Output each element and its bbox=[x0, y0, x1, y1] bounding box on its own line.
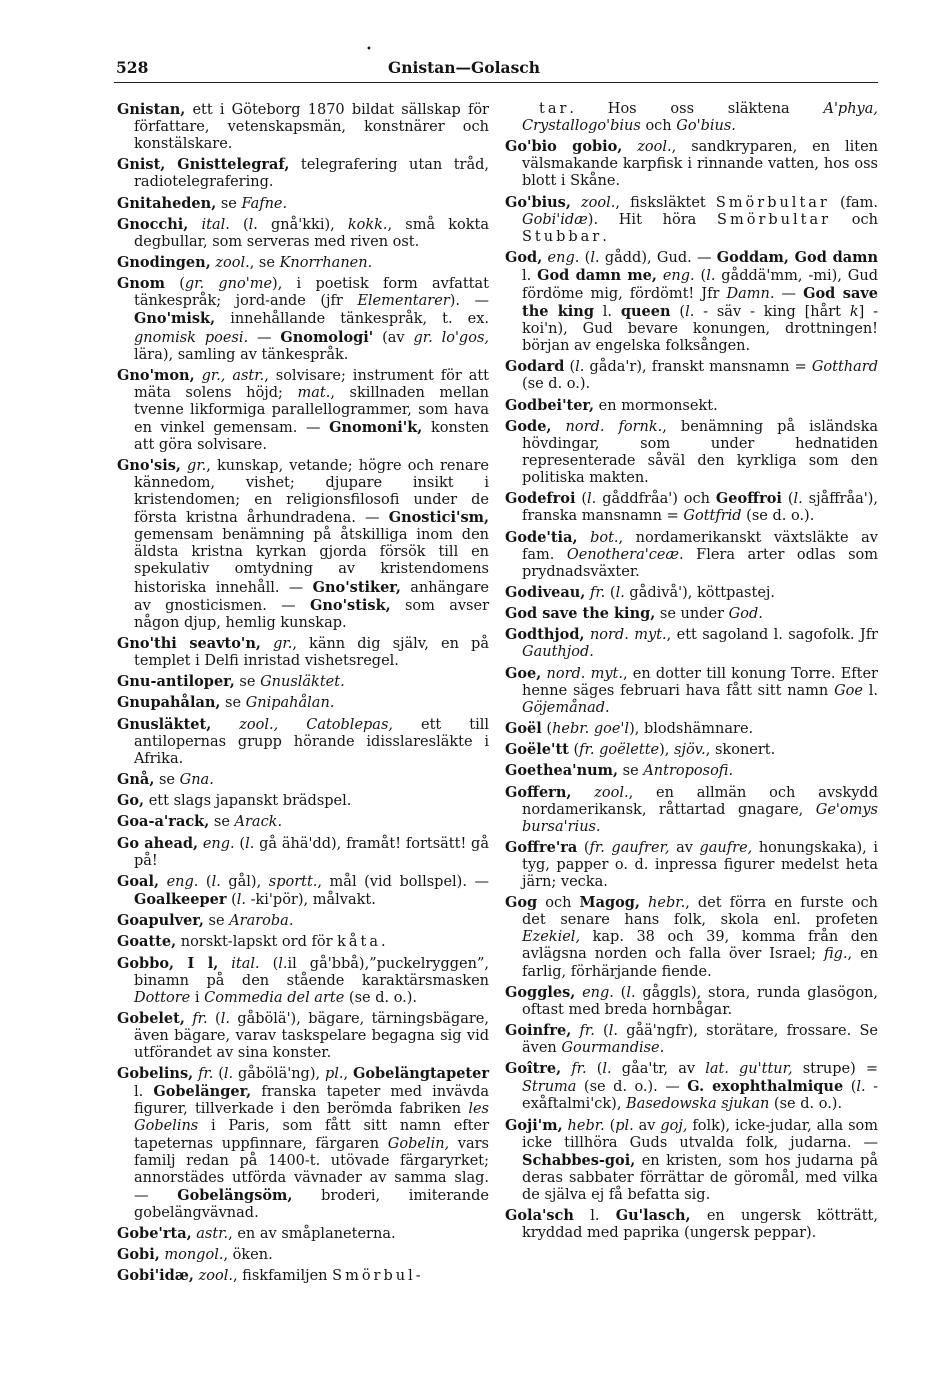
dictionary-entry: tar. Hos oss släktena A'phya, Crystallogo'bius och Go'bius. bbox=[522, 101, 878, 135]
header-dot: • bbox=[366, 44, 372, 55]
dictionary-entry: Gobelet, fr. (l. gåbölä'), bägare, tärningsbägare, även bägare, varav taskspelare begagna sig vid utförandet av sina konster. bbox=[117, 1010, 489, 1062]
dictionary-entry: Goggles, eng. (l. gåggls), stora, runda glasögon, oftast med breda hornbågar. bbox=[505, 983, 878, 1018]
dictionary-entry: Goethea'num, se Antroposofi. bbox=[505, 762, 734, 780]
header-rule bbox=[114, 82, 878, 83]
dictionary-entry: Gola'sch l. Gu'lasch, en ungersk kötträtt, kryddad med paprika (ungersk peppar). bbox=[505, 1207, 878, 1242]
dictionary-entry: Godiveau, fr. (l. gådivå'), köttpastej. bbox=[505, 583, 776, 601]
dictionary-entry: Goe, nord. myt., en dotter till konung Torre. Efter henne säges februari hava fått sitt namn Goe l. Göjemånad. bbox=[505, 664, 878, 716]
dictionary-entry: Goffre'ra (fr. gaufrer, av gaufre, honungskaka), i tyg, papper o. d. inpressa figurer medelst heta järn; vecka. bbox=[505, 839, 878, 891]
dictionary-entry: Goinfre, fr. (l. gåä'ngfr), storätare, frossare. Se även Gourmandise. bbox=[505, 1022, 878, 1057]
dictionary-entry: Goître, fr. (l. gåa'tr, av lat. gu'ttur, strupe) = Struma (se d. o.). — G. exophthalmique (l. - exåftalmi'ck), Basedowska sjukan (se d. o.). bbox=[505, 1060, 879, 1113]
dictionary-entry: Goa-a'rack, se Arack. bbox=[117, 813, 283, 831]
dictionary-entry: Godefroi (l. gåddfråa') och Geoffroi (l. sjåffråa'), franska mansnamn = Gottfrid (se d. o.). bbox=[505, 490, 878, 525]
dictionary-entry: Gno'mon, gr., astr., solvisare; instrument för att mäta solens höjd; mat., skillnaden mellan tvenne likformiga parallellogrammer, som hava en vinkel gemensam. — Gnomoni'k, konsten att göra solvisare. bbox=[117, 366, 490, 453]
dictionary-entry: Godbei'ter, en mormonsekt. bbox=[505, 396, 718, 414]
dictionary-entry: Godard (l. gåda'r), franskt mansnamn = Gotthard (se d. o.). bbox=[505, 358, 878, 393]
dictionary-entry: Gobe'rta, astr., en av småplaneterna. bbox=[117, 1224, 396, 1242]
dictionary-entry: Gode'tia, bot., nordamerikanskt växtsläkte av fam. Oenothera'ceæ. Flera arter odlas som prydnadsväxter. bbox=[505, 528, 878, 580]
page-number: 528 bbox=[116, 58, 149, 77]
dictionary-entry: Go'bio gobio, zool., sandkryparen, en liten välsmakande karpfisk i rinnande vatten, hos oss blott i Skåne. bbox=[505, 138, 878, 190]
dictionary-entry: Go, ett slags japanskt brädspel. bbox=[117, 792, 352, 810]
dictionary-entry: Gnist, Gnisttelegraf, telegrafering utan tråd, radiotelegrafering. bbox=[117, 156, 489, 191]
dictionary-entry: Goal, eng. (l. gål), sportt., mål (vid bollspel). — Goalkeeper (l. -ki'pör), målvakt. bbox=[117, 872, 489, 908]
dictionary-entry: Gnupahålan, se Gnipahålan. bbox=[117, 694, 335, 712]
dictionary-entry: Gnodingen, zool., se Knorrhanen. bbox=[117, 254, 373, 272]
dictionary-entry: Go ahead, eng. (l. gå ähä'dd), framåt! fortsätt! gå på! bbox=[117, 834, 489, 869]
left-column bbox=[117, 101, 489, 1289]
dictionary-entry: Gobbo, I l, ital. (l.il gå'bbå),”puckelryggen”, binamn på den stående karaktärsmasken Dottore i Commedia del arte (se d. o.). bbox=[117, 954, 489, 1006]
dictionary-entry: Gnistan, ett i Göteborg 1870 bildat sällskap för författare, vetenskapsmän, konstnärer och konstälskare. bbox=[117, 101, 489, 153]
dictionary-entry: Gnocchi, ital. (l. gnå'kki), kokk., små kokta degbullar, som serveras med riven ost. bbox=[117, 215, 489, 250]
dictionary-entry: Godthjod, nord. myt., ett sagoland l. sagofolk. Jfr Gauthjod. bbox=[505, 626, 878, 661]
dictionary-entry: Goffern, zool., en allmän och avskydd nordamerikansk, råttartad gnagare, Ge'omys bursa'rius. bbox=[505, 783, 878, 835]
dictionary-entry: Gnitaheden, se Fafne. bbox=[117, 194, 288, 212]
dictionary-entry: Goël (hebr. goe'l), blodshämnare. bbox=[505, 719, 754, 737]
dictionary-entry: Gobi, mongol., öken. bbox=[117, 1246, 273, 1264]
dictionary-entry: Gobelins, fr. (l. gåbölä'ng), pl., Gobelängtapeter l. Gobelänger, franska tapeter med invävda figurer, tillverkade i den berömda fabriken les Gobelins i Paris, som fått sitt namn efter tapeternas uppfinnare, färgaren Gobelin, vars familj redan på 1400-t. utövade färgaryrket; annorstädes utförda vävnader av samma slag. — Gobelängsöm, broderi, imiterande gobelängvävnad. bbox=[117, 1065, 490, 1221]
dictionary-entry: Gog och Magog, hebr., det förra en furste och det senare hans folk, skola enl. profeten Ezekiel, kap. 38 och 39, komma från den avlägsna norden och falla över Israel; fig., en farlig, förhärjande fiende. bbox=[505, 894, 878, 980]
dictionary-entry: Gnå, se Gna. bbox=[117, 770, 214, 788]
dictionary-entry: Gode, nord. fornk., benämning på isländska hövdingar, som under hednatiden representerade såväl den kyrkliga som den politiska makten. bbox=[505, 417, 879, 487]
dictionary-entry: Gnom (gr. gno'me), i poetisk form avfattat tänkespråk; jord-ande (jfr Elementarer). — Gno'misk, innehållande tänkespråk, t. ex. gnomisk poesi. — Gnomologi' (av gr. lo'gos, lära), samling av tänkespråk. bbox=[117, 275, 489, 363]
dictionary-entry: Goatte, norskt-lapskt ord för kåta. bbox=[117, 933, 386, 951]
dictionary-entry: Go'bius, zool., fisksläktet Smörbultar (fam. Gobi'idæ). Hit höra Smörbultar och Stubbar. bbox=[505, 193, 878, 245]
dictionary-entry: Gobi'idæ, zool., fiskfamiljen Smörbul- bbox=[117, 1267, 424, 1285]
dictionary-entry: God save the king, se under God. bbox=[505, 605, 763, 623]
right-column bbox=[505, 101, 878, 1245]
dictionary-entry: Goële'tt (fr. goëlette), sjöv., skonert. bbox=[505, 741, 776, 759]
running-head: Gnistan—Golasch bbox=[387, 58, 541, 77]
dictionary-entry: Gno'sis, gr., kunskap, vetande; högre och renare kännedom, vishet; djupare insikt i kristendomen; en religionsfilosofi under de första kristna århundradena. — Gnostici'sm, gemensam benämning på åtskilliga inom den äldsta kristna kyrkan gjorda försök till en spekulativ omtydning av kristendomens historiska innehåll. — Gno'stiker, anhängare av gnosticismen. — Gno'stisk, som avser någon djup, hemlig kunskap. bbox=[117, 457, 489, 631]
dictionary-entry: Goji'm, hebr. (pl. av goj, folk), icke-judar, alla som icke tillhöra Guds utvalda folk, judarna. — Schabbes-goi, en kristen, som hos judarna på deras sabbater förrättar de göromål, med vilka de själva ej få befatta sig. bbox=[505, 1116, 878, 1203]
dictionary-entry: God, eng. (l. gådd), Gud. — Goddam, God damn l. God damn me, eng. (l. gåddä'mm, -mi), Gud fördöme mig, fördömt! Jfr Damn. — God save the king l. queen (l. - säv - king [hårt k] - koi'n), Gud bevare konungen, drottningen! början av engelska folksången. bbox=[505, 248, 879, 355]
dictionary-entry: Gno'thi seavto'n, gr., känn dig själv, en på templet i Delfi inristad vishetsregel. bbox=[117, 634, 489, 669]
dictionary-entry: Gnusläktet, zool., Catoblepas, ett till antilopernas grupp hörande idisslaresläkte i Afrika. bbox=[117, 715, 490, 767]
dictionary-entry: Gnu-antiloper, se Gnusläktet. bbox=[117, 673, 345, 691]
dictionary-entry: Goapulver, se Araroba. bbox=[117, 912, 294, 930]
